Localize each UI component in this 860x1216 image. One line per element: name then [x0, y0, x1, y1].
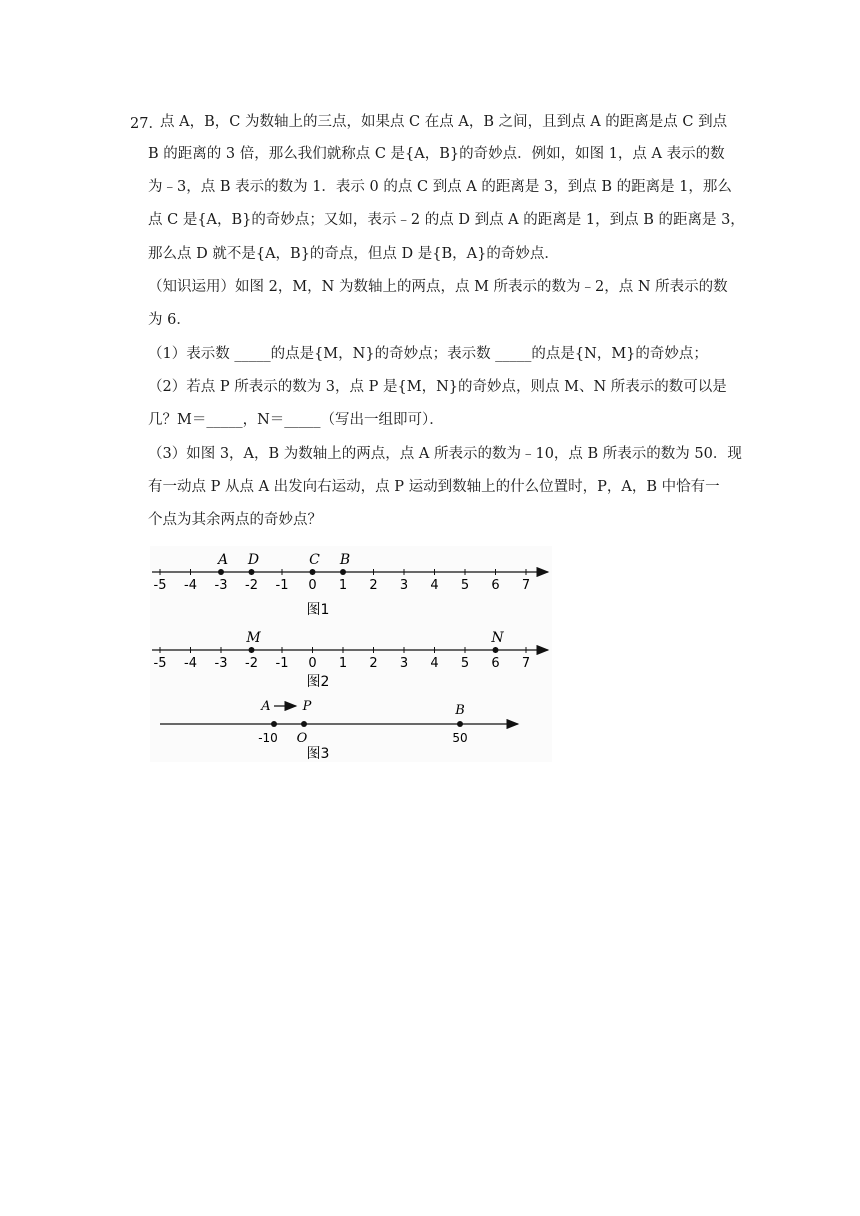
tick-label: -5 [153, 578, 167, 593]
question-line: （知识运用）如图 2，M，N 为数轴上的两点，点 M 所表示的数为﹣2，点 N 所表示的数 [148, 279, 728, 295]
tick-label-B: 50 [452, 731, 468, 745]
question-line: 那么点 D 就不是{A，B}的奇点，但点 D 是{B，A}的奇妙点． [148, 246, 559, 262]
point-M-label: M [246, 630, 261, 646]
point-B-label: B [455, 703, 465, 718]
tick-label: 0 [308, 578, 317, 593]
question-line: 点 C 是{A，B}的奇妙点；又如，表示﹣2 的点 D 到点 A 的距离是 1，到点 B 的距离是 3， [148, 212, 745, 228]
point-D-label: D [247, 552, 260, 568]
point-O-label: O [296, 731, 308, 746]
question-line: 点 A，B，C 为数轴上的三点，如果点 C 在点 A，B 之间，且到点 A 的距离是点 C 到点 [160, 114, 728, 130]
question-line: 个点为其余两点的奇妙点？ [148, 512, 322, 528]
figure-2 [152, 630, 548, 690]
tick-label: -3 [214, 578, 228, 593]
point-D-dot [249, 569, 255, 575]
point-A-dot [218, 569, 224, 575]
tick-label: 3 [399, 578, 409, 593]
question-line: 为 6． [148, 312, 191, 328]
number-line-figures [150, 546, 552, 762]
point-P-label: P [302, 699, 312, 714]
tick-label: 7 [521, 578, 531, 593]
figure-caption: 图1 [306, 602, 330, 618]
figures-svg [150, 546, 552, 762]
point-A-dot [271, 721, 277, 727]
tick-label: 2 [369, 656, 378, 671]
question-line: B 的距离的 3 倍，那么我们就称点 C 是{A，B}的奇妙点．例如，如图 1，点 A 表示的数 [148, 146, 725, 162]
point-B-dot [340, 569, 346, 575]
tick-label: 5 [460, 656, 470, 671]
tick-label: -5 [153, 656, 167, 671]
tick-label: -3 [214, 656, 228, 671]
figure-1 [152, 552, 548, 618]
question-line: 有一动点 P 从点 A 出发向右运动，点 P 运动到数轴上的什么位置时，P，A，B 中恰有一 [148, 479, 720, 495]
tick-label: 6 [491, 656, 500, 671]
figure-caption: 图2 [306, 674, 330, 690]
tick-label: 6 [491, 578, 500, 593]
question-line: （3）如图 3，A，B 为数轴上的两点，点 A 所表示的数为﹣10，点 B 所表示的数为 50．现 [148, 446, 742, 462]
tick-label: 1 [338, 578, 348, 593]
tick-label: -2 [245, 578, 258, 593]
tick-label: 0 [308, 656, 317, 671]
point-O-dot [301, 721, 307, 727]
point-B-dot [457, 721, 463, 727]
tick-label: -4 [184, 656, 197, 671]
figure-caption: 图3 [306, 746, 330, 762]
point-M-dot [249, 647, 255, 653]
question-number: 27． [130, 116, 163, 132]
point-N-dot [493, 647, 499, 653]
point-N-label: N [491, 630, 504, 646]
tick-label: 4 [430, 578, 439, 593]
tick-label: 2 [369, 578, 378, 593]
point-C-dot [310, 569, 316, 575]
question-line: （1）表示数 _____的点是{M，N}的奇妙点；表示数 _____的点是{N，M}的奇妙点； [148, 346, 708, 362]
tick-label-A: -10 [258, 731, 278, 745]
tick-label: 7 [521, 656, 531, 671]
question-line: （2）若点 P 所表示的数为 3，点 P 是{M，N}的奇妙点，则点 M、N 所表示的数可以是 [148, 379, 727, 395]
point-A-label: A [217, 552, 229, 568]
tick-label: -1 [275, 656, 289, 671]
tick-label: 3 [399, 656, 409, 671]
question-line: 几？M＝_____，N＝_____（写出一组即可）． [148, 412, 444, 428]
tick-label: -1 [275, 578, 289, 593]
point-C-label: C [309, 552, 320, 568]
tick-label: 5 [460, 578, 470, 593]
tick-label: -4 [184, 578, 197, 593]
tick-label: -2 [245, 656, 258, 671]
tick-label: 1 [338, 656, 348, 671]
point-B-label: B [339, 552, 351, 568]
point-A-label: A [261, 699, 271, 714]
question-line: 为﹣3，点 B 表示的数为 1．表示 0 的点 C 到点 A 的距离是 3，到点 B 的距离是 1，那么 [148, 179, 732, 195]
tick-label: 4 [430, 656, 439, 671]
figure-3 [160, 699, 518, 762]
